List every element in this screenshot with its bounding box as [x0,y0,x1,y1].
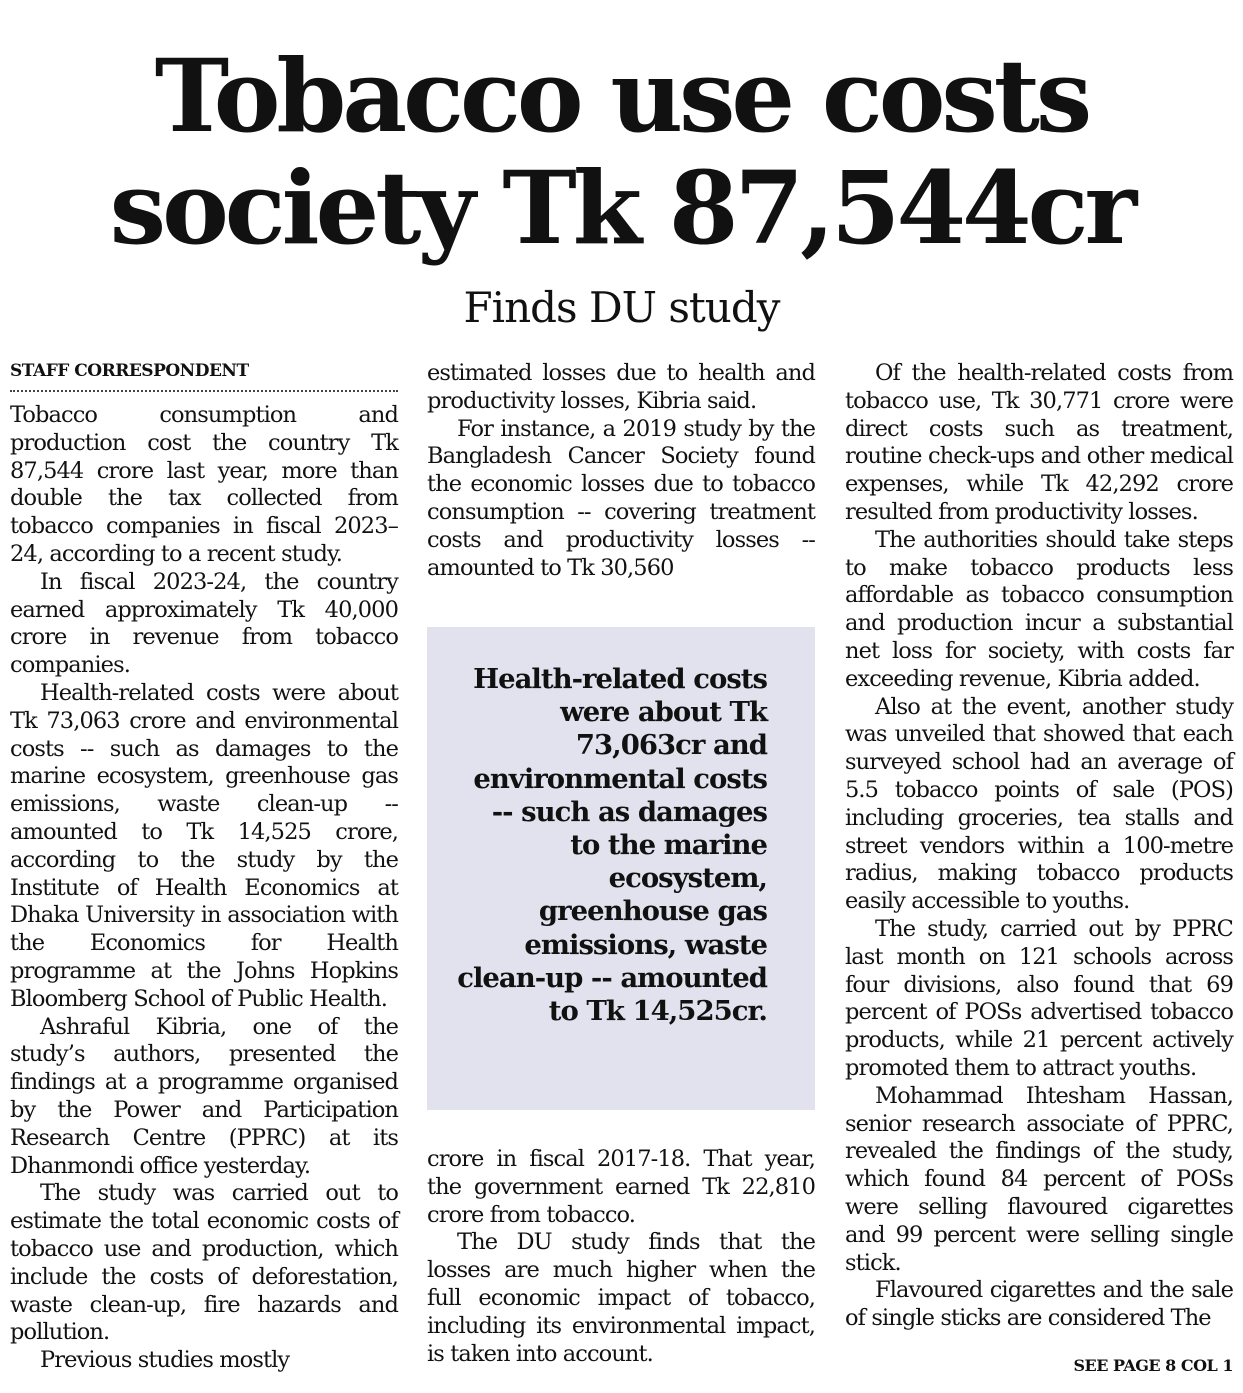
headline-line-2: society Tk 87,544cr [109,149,1134,267]
paragraph: For instance, a 2019 study by the Bangladesh Cancer Society found the economic losses due to tobacco consumption -- covering treatment costs and productivity losses -- amounted to Tk 30,560 [427,415,815,581]
paragraph: The DU study finds that the losses are much higher when the full economic impact of tobacco, including its environmental impact, is taken into account. [427,1229,815,1367]
paragraph: The study, carried out by PPRC last month on 121 schools across four divisions, also found that 69 percent of POSs advertised tobacco products, while 21 percent actively promoted them to attract youths. [845,915,1233,1081]
paragraph: crore in fiscal 2017-18. That year, the government earned Tk 22,810 crore from tobacco. [427,1146,815,1228]
paragraph: estimated losses due to health and productivity losses, Kibria said. [427,360,815,414]
paragraph: Previous studies mostly [40,1347,290,1374]
paragraph: Mohammad Ihtesham Hassan, senior research associate of PPRC, revealed the findings of the study, which found 84 percent of POSs were selling flavoured cigarettes and 99 percent were selling single stick. [845,1082,1233,1276]
paragraph: Health-related costs were about Tk 73,063 crore and environmental costs -- such as damages to the marine ecosystem, greenhouse gas emissions, waste clean-up -- amounted to Tk 14,525 crore, according to the study by the Institute of Health Economics at Dhaka University in association with the Economics for Health programme at the Johns Hopkins Bloomberg School of Public Health. [10,679,398,1012]
paragraph: The study was carried out to estimate the total economic costs of tobacco use and production, which include the costs of deforestation, waste clean-up, fire hazards and pollution. [10,1180,398,1346]
paragraph: Of the health-related costs from tobacco use, Tk 30,771 crore were direct costs such as treatment, routine check-ups and other medical expenses, while Tk 42,292 crore resulted from productivity losses. [845,360,1233,525]
paragraph: Flavoured cigarettes and the sale of single sticks are considered The [845,1277,1233,1332]
headline-line-1: Tobacco use costs [154,37,1089,155]
headline [0,37,1243,267]
paragraph: Also at the event, another study was unveiled that showed that each surveyed school had an average of 5.5 tobacco points of sale (POS) including groceries, tea stalls and street vendors within a 100-metre radius, making tobacco products easily accessible to youths. [845,693,1233,915]
paragraph: The authorities should take steps to make tobacco products less affordable as tobacco consumption and production incur a substantial net loss for society, with costs far exceeding revenue, Kibria added. [845,526,1233,692]
jump-line: SEE PAGE 8 COL 1 [1073,1356,1233,1375]
paragraph: Ashraful Kibria, one of the study’s authors, presented the findings at a programme organised by the Power and Participation Research Centre (PPRC) at its Dhanmondi office yesterday. [10,1013,398,1179]
subheadline: Finds DU study [463,283,780,332]
paragraph: In fiscal 2023-24, the country earned approximately Tk 40,000 crore in revenue from tobacco companies. [10,568,398,679]
pull-quote-text: Health-related costs were about Tk 73,063cr and environmental costs -- such as damages to the marine ecosystem, greenhouse gas emissions, waste clean-up -- amounted to Tk 14,525cr. [457,663,767,1028]
column-2-bottom-text [427,1146,815,1368]
article-column-3 [845,360,1233,1333]
column-2-top-text [427,360,815,582]
byline: STAFF CORRESPONDENT [10,360,398,392]
pull-quote-box [427,627,815,1110]
article-column-1 [10,360,398,1375]
paragraph: Tobacco consumption and production cost the country Tk 87,544 crore last year, more than double the tax collected from tobacco companies in fiscal 2023–24, according to a recent study. [10,402,398,567]
